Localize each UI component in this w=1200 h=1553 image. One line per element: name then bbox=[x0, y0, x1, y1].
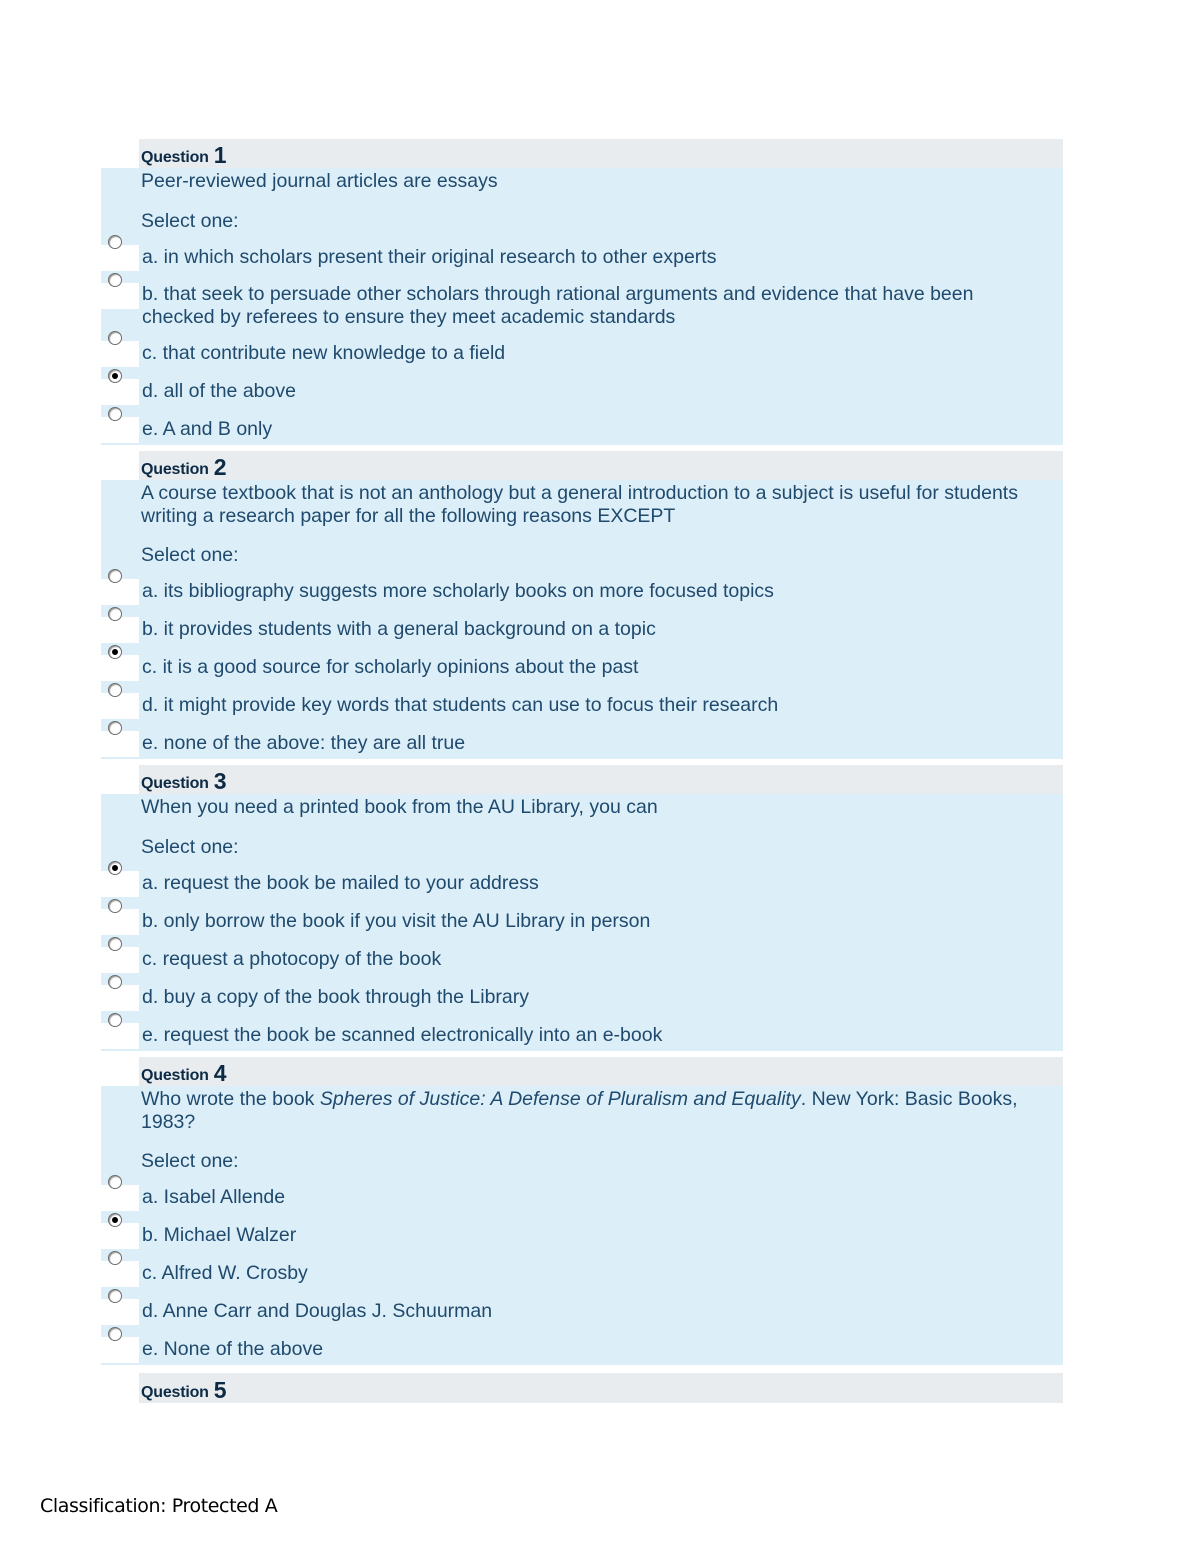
radio-button[interactable] bbox=[108, 1251, 122, 1265]
question-1-body bbox=[101, 168, 1063, 445]
option-label[interactable]: a. in which scholars present their original research to other experts bbox=[142, 246, 717, 268]
question-1 bbox=[101, 139, 1063, 445]
option-label[interactable]: d. all of the above bbox=[142, 380, 296, 402]
book-title: Spheres of Justice: A Defense of Pluralism and Equality bbox=[319, 1088, 801, 1110]
question-label: Question bbox=[141, 149, 209, 166]
question-4-body bbox=[101, 1086, 1063, 1365]
question-3 bbox=[101, 765, 1063, 1051]
question-number: 2 bbox=[213, 454, 227, 480]
option-label[interactable]: b. Michael Walzer bbox=[142, 1224, 297, 1246]
radio-button[interactable] bbox=[108, 331, 122, 345]
option-b[interactable] bbox=[101, 909, 1063, 935]
option-label[interactable]: c. Alfred W. Crosby bbox=[142, 1262, 308, 1284]
question-4-options bbox=[101, 1172, 1063, 1365]
select-one-label: Select one: bbox=[141, 836, 239, 858]
option-c[interactable] bbox=[101, 1261, 1063, 1287]
option-c[interactable] bbox=[101, 947, 1063, 973]
question-number: 4 bbox=[213, 1060, 227, 1086]
option-label[interactable]: b. only borrow the book if you visit the AU Library in person bbox=[142, 910, 651, 932]
radio-button[interactable] bbox=[108, 683, 122, 697]
question-2-header bbox=[139, 451, 1063, 480]
option-c[interactable] bbox=[101, 655, 1063, 681]
question-4-text bbox=[139, 1086, 1063, 1134]
option-b[interactable] bbox=[101, 283, 1063, 329]
question-label: Question bbox=[141, 775, 209, 792]
question-2-body bbox=[101, 480, 1063, 759]
option-label[interactable]: b. it provides students with a general background on a topic bbox=[142, 618, 656, 640]
question-4-text-before: Who wrote the book bbox=[141, 1088, 320, 1110]
option-e[interactable] bbox=[101, 1337, 1063, 1363]
option-label[interactable]: e. request the book be scanned electronically into an e-book bbox=[142, 1024, 663, 1046]
radio-button[interactable] bbox=[108, 1289, 122, 1303]
select-one-label: Select one: bbox=[141, 544, 239, 566]
radio-button[interactable] bbox=[108, 273, 122, 287]
option-d[interactable] bbox=[101, 1299, 1063, 1325]
option-b[interactable] bbox=[101, 617, 1063, 643]
question-4-text-after: . New York: Basic Books, 1983? bbox=[141, 1088, 1018, 1133]
option-e[interactable] bbox=[101, 417, 1063, 443]
question-4-header bbox=[139, 1057, 1063, 1086]
question-2-text: A course textbook that is not an anthology but a general introduction to a subject is useful for students writing a research paper for all the following reasons EXCEPT bbox=[141, 482, 1018, 527]
option-e[interactable] bbox=[101, 1023, 1063, 1049]
radio-button[interactable] bbox=[108, 607, 122, 621]
question-number: 5 bbox=[213, 1377, 227, 1403]
question-3-body bbox=[101, 794, 1063, 1051]
radio-button-selected[interactable] bbox=[108, 1213, 122, 1227]
radio-button[interactable] bbox=[108, 407, 122, 421]
option-d[interactable] bbox=[101, 693, 1063, 719]
radio-button[interactable] bbox=[108, 569, 122, 583]
radio-button[interactable] bbox=[108, 1327, 122, 1341]
option-c[interactable] bbox=[101, 341, 1063, 367]
question-2-options bbox=[101, 566, 1063, 759]
option-a[interactable] bbox=[101, 1185, 1063, 1211]
question-4 bbox=[101, 1057, 1063, 1365]
option-b[interactable] bbox=[101, 1223, 1063, 1249]
radio-button-selected[interactable] bbox=[108, 369, 122, 383]
question-label: Question bbox=[141, 461, 209, 478]
option-label[interactable]: d. buy a copy of the book through the Library bbox=[142, 986, 530, 1008]
radio-button[interactable] bbox=[108, 235, 122, 249]
question-1-header bbox=[139, 139, 1063, 168]
radio-button[interactable] bbox=[108, 721, 122, 735]
option-e[interactable] bbox=[101, 731, 1063, 757]
option-label[interactable]: e. A and B only bbox=[142, 418, 273, 440]
option-label[interactable]: c. that contribute new knowledge to a field bbox=[142, 342, 506, 364]
quiz-container bbox=[101, 139, 1063, 1371]
question-number: 1 bbox=[213, 142, 227, 168]
question-3-header bbox=[139, 765, 1063, 794]
option-d[interactable] bbox=[101, 985, 1063, 1011]
option-label[interactable]: d. Anne Carr and Douglas J. Schuurman bbox=[142, 1300, 493, 1322]
radio-button[interactable] bbox=[108, 937, 122, 951]
question-2 bbox=[101, 451, 1063, 759]
option-label[interactable]: a. request the book be mailed to your address bbox=[142, 872, 539, 894]
radio-button[interactable] bbox=[108, 975, 122, 989]
question-label: Question bbox=[141, 1384, 209, 1401]
question-number: 3 bbox=[213, 768, 227, 794]
classification-footer: Classification: Protected A bbox=[40, 1495, 278, 1517]
option-d[interactable] bbox=[101, 379, 1063, 405]
option-label[interactable]: c. it is a good source for scholarly opinions about the past bbox=[142, 656, 639, 678]
option-label[interactable]: e. none of the above: they are all true bbox=[142, 732, 466, 754]
option-a[interactable] bbox=[101, 871, 1063, 897]
question-3-text: When you need a printed book from the AU Library, you can bbox=[141, 796, 658, 818]
radio-button[interactable] bbox=[108, 899, 122, 913]
option-label[interactable]: b. that seek to persuade other scholars through rational arguments and evidence that have been checked by referees to ensure they meet academic standards bbox=[142, 283, 974, 328]
radio-button[interactable] bbox=[108, 1013, 122, 1027]
select-one-label: Select one: bbox=[141, 1150, 239, 1172]
option-label[interactable]: a. its bibliography suggests more scholarly books on more focused topics bbox=[142, 580, 774, 602]
select-one-label: Select one: bbox=[141, 210, 239, 232]
question-5-header bbox=[139, 1373, 1063, 1403]
question-1-options bbox=[101, 232, 1063, 445]
option-label[interactable]: a. Isabel Allende bbox=[142, 1186, 286, 1208]
question-3-options bbox=[101, 858, 1063, 1051]
question-1-text: Peer-reviewed journal articles are essays bbox=[141, 170, 498, 192]
option-a[interactable] bbox=[101, 245, 1063, 271]
radio-button-selected[interactable] bbox=[108, 645, 122, 659]
option-label[interactable]: d. it might provide key words that students can use to focus their research bbox=[142, 694, 779, 716]
radio-button-selected[interactable] bbox=[108, 861, 122, 875]
option-a[interactable] bbox=[101, 579, 1063, 605]
option-label[interactable]: e. None of the above bbox=[142, 1338, 324, 1360]
option-label[interactable]: c. request a photocopy of the book bbox=[142, 948, 442, 970]
question-label: Question bbox=[141, 1067, 209, 1084]
radio-button[interactable] bbox=[108, 1175, 122, 1189]
